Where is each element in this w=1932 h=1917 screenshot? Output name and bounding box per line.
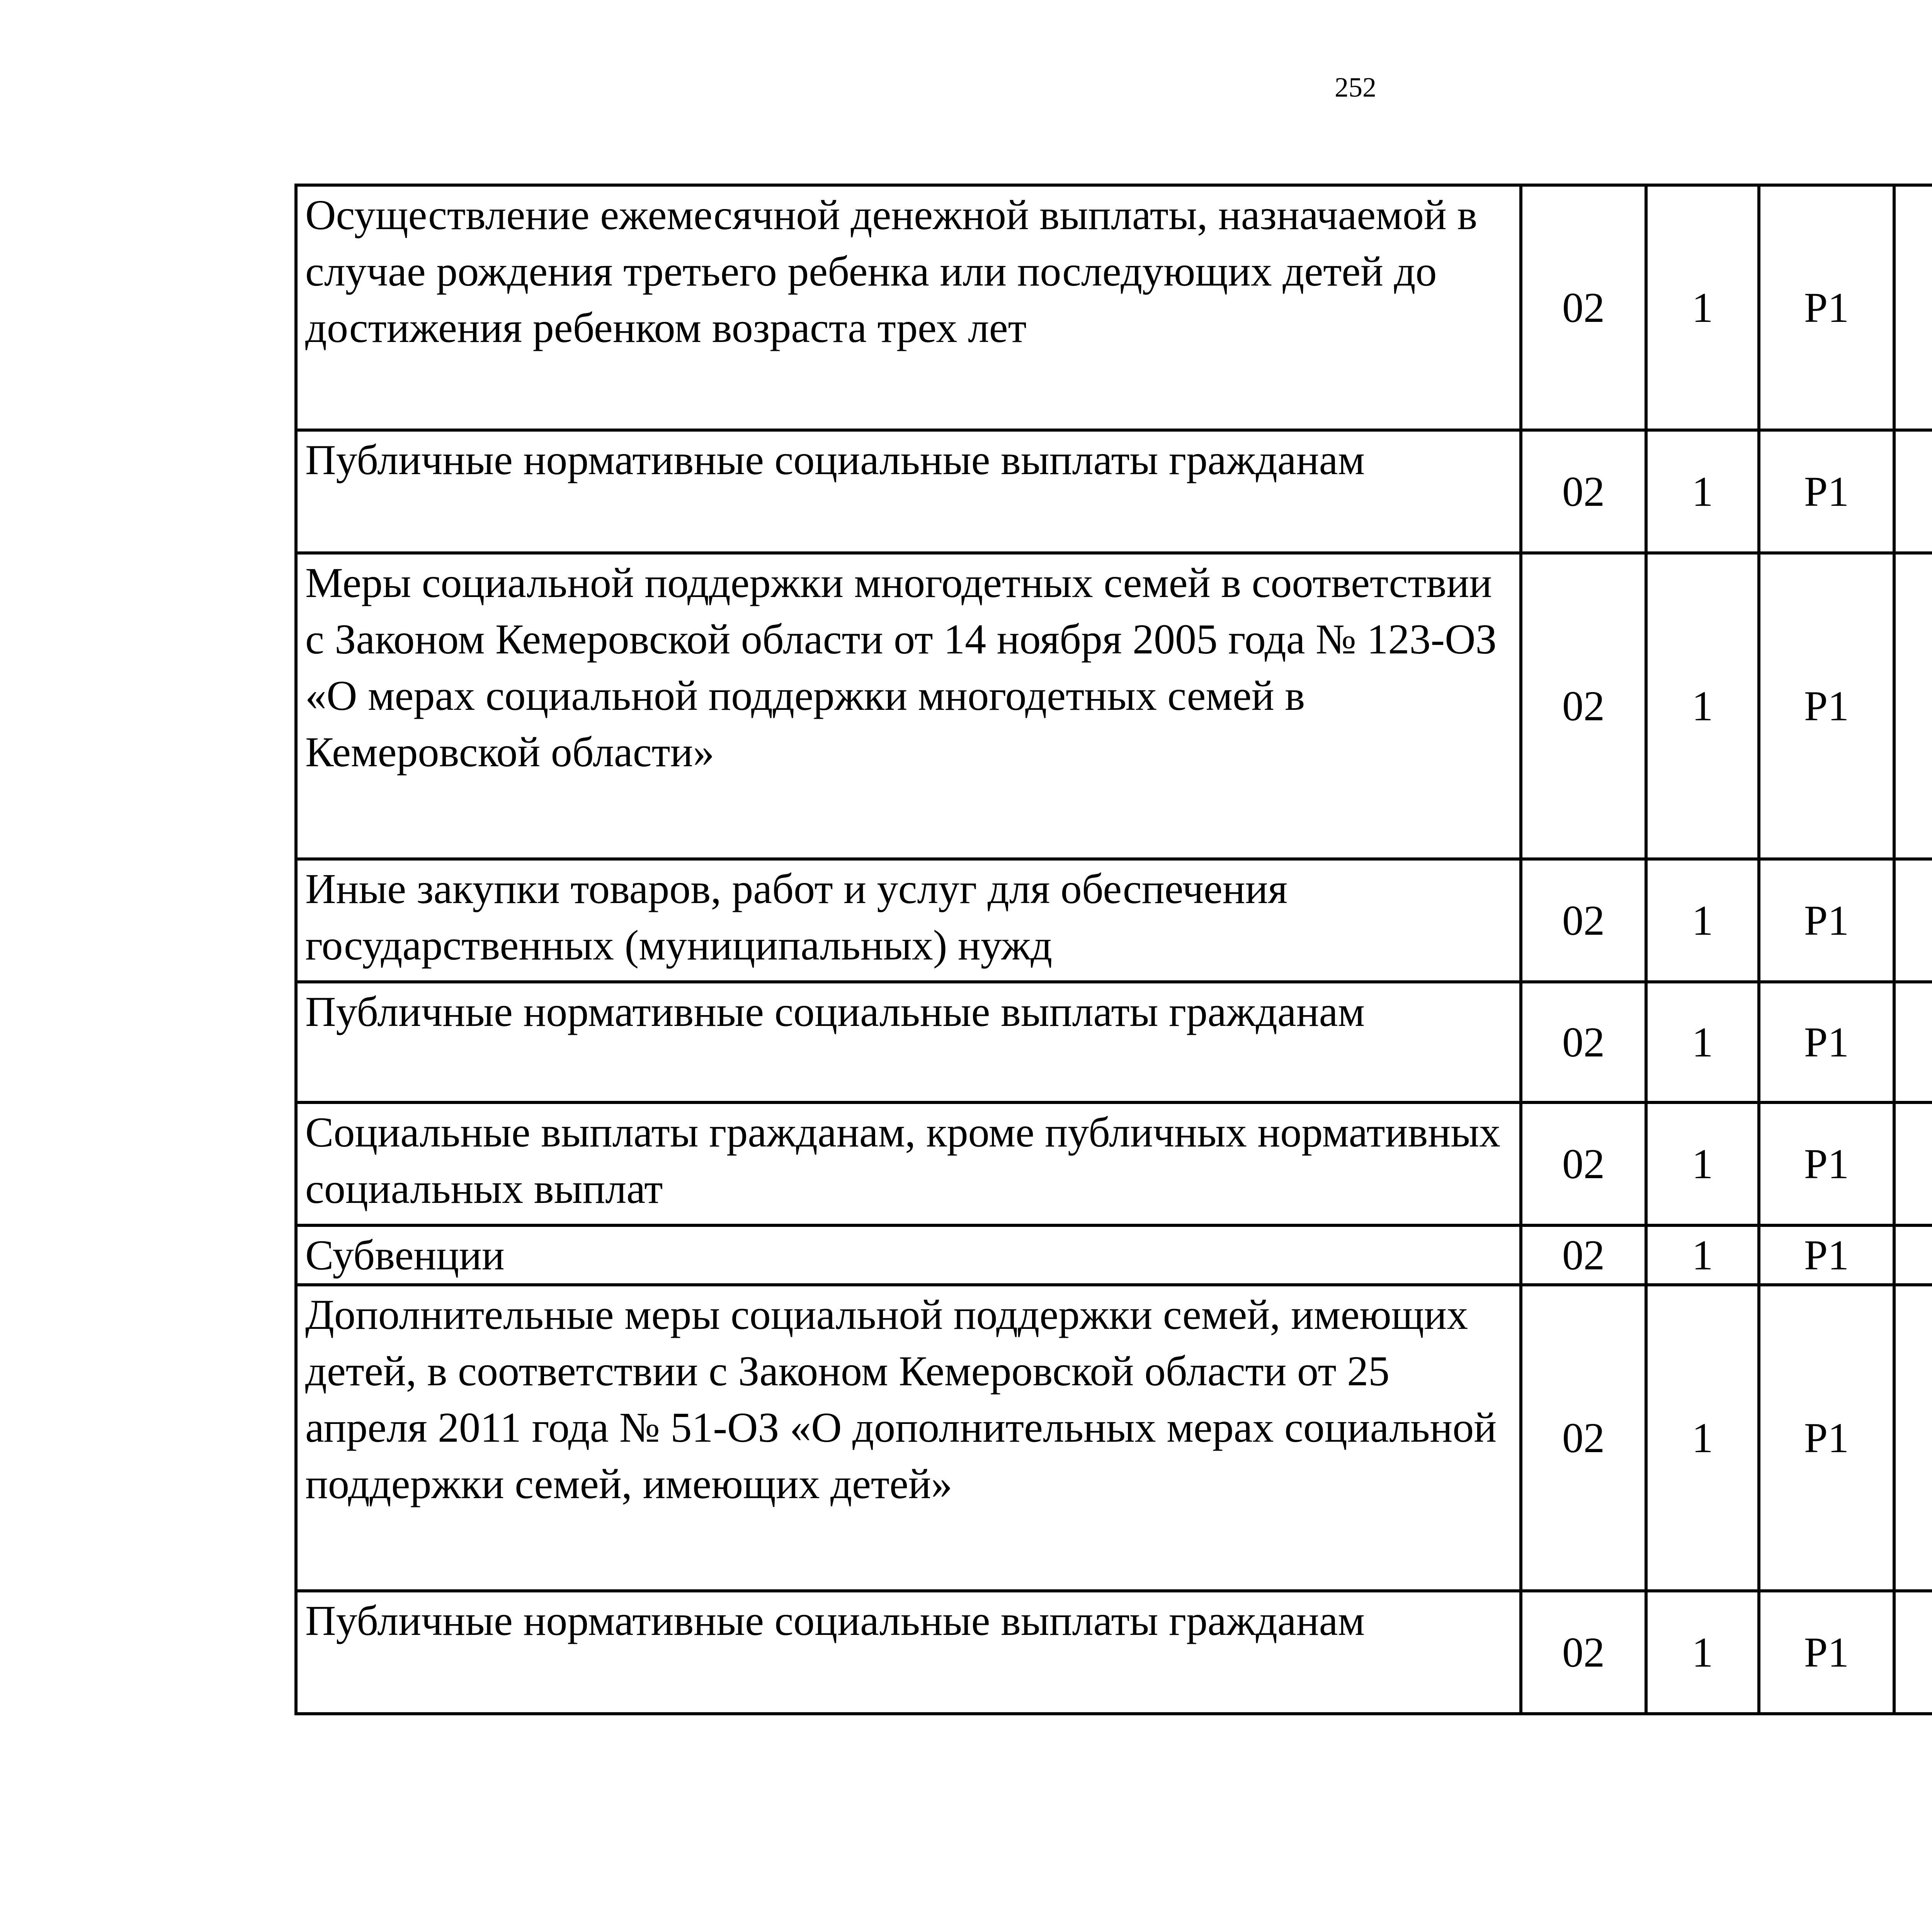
direction-code-cell (1894, 430, 1932, 553)
program-code-cell: 1 (1646, 1285, 1759, 1591)
project-code-cell: P1 (1759, 553, 1894, 859)
program-code-cell: 1 (1646, 1591, 1759, 1714)
row-name-cell: Меры социальной поддержки многодетных семей в соответствии с Законом Кемеровской области от 14 ноября 2005 года № 123-ОЗ «О мерах социальной поддержки многодетных семей в Кемеровской области» (296, 553, 1521, 859)
direction-code-cell (1894, 1285, 1932, 1591)
project-code-cell: P1 (1759, 1102, 1894, 1225)
direction-code-cell (1894, 553, 1932, 859)
direction-code-cell (1894, 1591, 1932, 1714)
section-code-cell: 02 (1521, 430, 1646, 553)
section-code-cell: 02 (1521, 185, 1646, 430)
program-code-cell: 1 (1646, 859, 1759, 982)
program-code-cell: 1 (1646, 1225, 1759, 1285)
direction-code-cell (1894, 1102, 1932, 1225)
direction-code-cell (1894, 1225, 1932, 1285)
table-row (296, 1102, 1932, 1225)
direction-code-cell (1894, 185, 1932, 430)
row-name-cell: Публичные нормативные социальные выплаты гражданам (296, 430, 1521, 553)
table-row (296, 553, 1932, 859)
table-row (296, 1591, 1932, 1714)
program-code-cell: 1 (1646, 185, 1759, 430)
section-code-cell: 02 (1521, 982, 1646, 1102)
row-name-cell: Публичные нормативные социальные выплаты гражданам (296, 982, 1521, 1102)
row-name-cell: Дополнительные меры социальной поддержки семей, имеющих детей, в соответствии с Законом Кемеровской области от 25 апреля 2011 года № 51-ОЗ «О дополнительных мерах социальной поддержки семей, имеющих детей» (296, 1285, 1521, 1591)
row-name-cell: Субвенции (296, 1225, 1521, 1285)
section-code-cell: 02 (1521, 859, 1646, 982)
project-code-cell: P1 (1759, 1591, 1894, 1714)
program-code-cell: 1 (1646, 982, 1759, 1102)
row-name-cell: Осуществление ежемесячной денежной выплаты, назначаемой в случае рождения третьего ребенка или последующих детей до достижения ребенком возраста трех лет (296, 185, 1521, 430)
direction-code-cell (1894, 859, 1932, 982)
row-name-cell: Социальные выплаты гражданам, кроме публичных нормативных социальных выплат (296, 1102, 1521, 1225)
project-code-cell: P1 (1759, 859, 1894, 982)
section-code-cell: 02 (1521, 553, 1646, 859)
row-name-cell: Публичные нормативные социальные выплаты гражданам (296, 1591, 1521, 1714)
section-code-cell: 02 (1521, 1285, 1646, 1591)
table-row (296, 982, 1932, 1102)
table-row (296, 859, 1932, 982)
direction-code-cell (1894, 982, 1932, 1102)
program-code-cell: 1 (1646, 430, 1759, 553)
budget-table (294, 184, 1932, 1715)
section-code-cell: 02 (1521, 1591, 1646, 1714)
project-code-cell: P1 (1759, 1225, 1894, 1285)
project-code-cell: P1 (1759, 430, 1894, 553)
project-code-cell: P1 (1759, 185, 1894, 430)
row-name-cell: Иные закупки товаров, работ и услуг для обеспечения государственных (муниципальных) нужд (296, 859, 1521, 982)
table-row (296, 1225, 1932, 1285)
page-number: 252 (1335, 72, 1376, 103)
table-row (296, 430, 1932, 553)
project-code-cell: P1 (1759, 1285, 1894, 1591)
section-code-cell: 02 (1521, 1225, 1646, 1285)
program-code-cell: 1 (1646, 553, 1759, 859)
project-code-cell: P1 (1759, 982, 1894, 1102)
table-row (296, 185, 1932, 430)
table-row (296, 1285, 1932, 1591)
program-code-cell: 1 (1646, 1102, 1759, 1225)
section-code-cell: 02 (1521, 1102, 1646, 1225)
